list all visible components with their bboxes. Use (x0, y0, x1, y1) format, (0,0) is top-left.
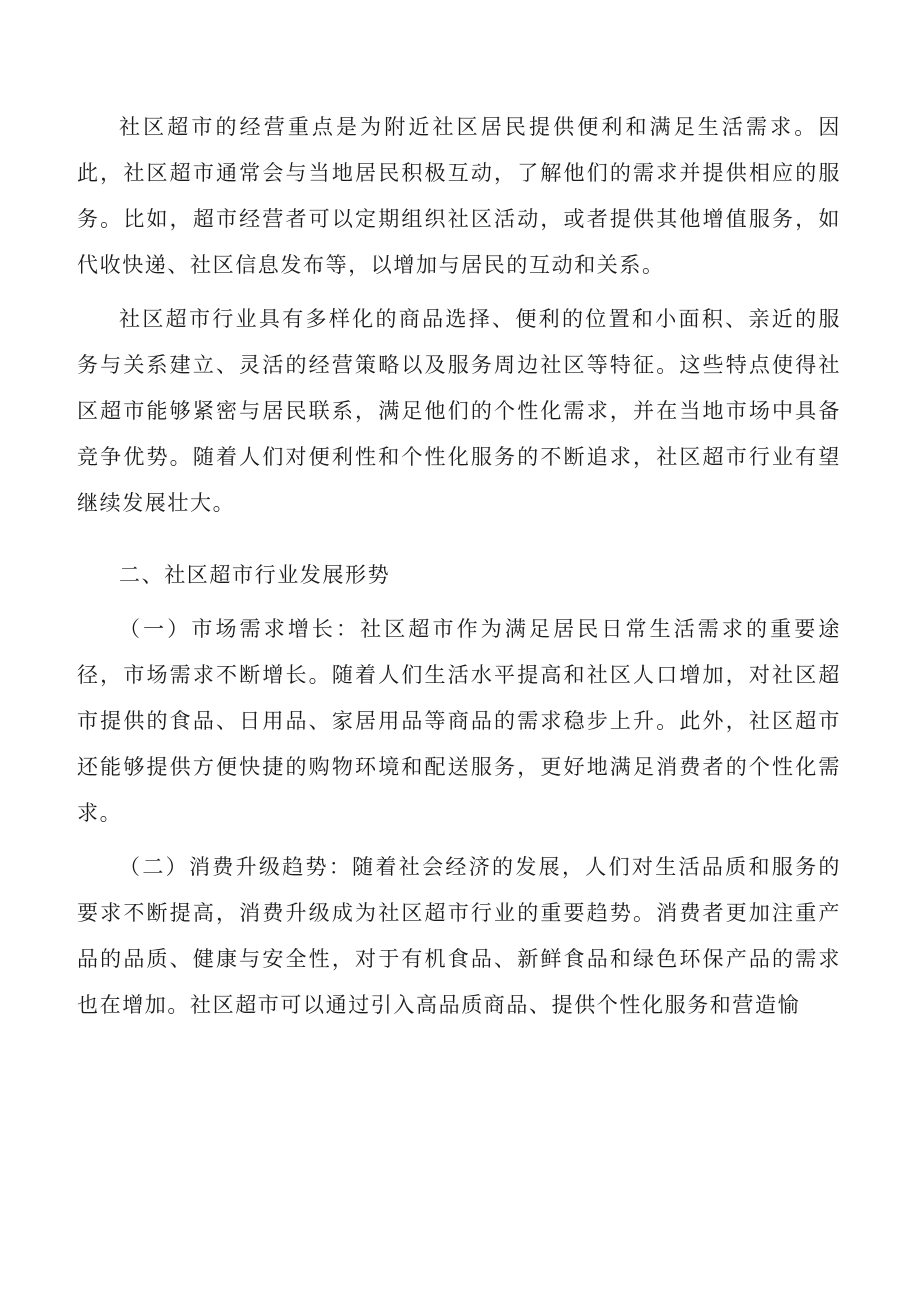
paragraph-consumption-upgrade: （二）消费升级趋势：随着社会经济的发展，人们对生活品质和服务的要求不断提高，消费升级成为社区超市行业的重要趋势。消费者更加注重产品的品质、健康与安全性，对于有机食品、新鲜食品和绿色环保产品的需求也在增加。社区超市可以通过引入高品质商品、提供个性化服务和营造愉 (77, 855, 841, 1017)
document-body (77, 104, 841, 1028)
paragraph-market-demand-growth: （一）市场需求增长：社区超市作为满足居民日常生活需求的重要途径，市场需求不断增长。随着人们生活水平提高和社区人口增加，对社区超市提供的食品、日用品、家居用品等商品的需求稳步上升。此外，社区超市还能够提供方便快捷的购物环境和配送服务，更好地满足消费者的个性化需求。 (77, 617, 841, 825)
section-heading-development-trends: 二、社区超市行业发展形势 (119, 563, 391, 587)
paragraph-community-supermarket-focus: 社区超市的经营重点是为附近社区居民提供便利和满足生活需求。因此，社区超市通常会与当地居民积极互动，了解他们的需求并提供相应的服务。比如，超市经营者可以定期组织社区活动，或者提供其他增值服务，如代收快递、社区信息发布等，以增加与居民的互动和关系。 (77, 115, 841, 277)
paragraph-industry-characteristics: 社区超市行业具有多样化的商品选择、便利的位置和小面积、亲近的服务与关系建立、灵活的经营策略以及服务周边社区等特征。这些特点使得社区超市能够紧密与居民联系，满足他们的个性化需求，并在当地市场中具备竞争优势。随着人们对便利性和个性化服务的不断追求，社区超市行业有望继续发展壮大。 (77, 307, 841, 515)
